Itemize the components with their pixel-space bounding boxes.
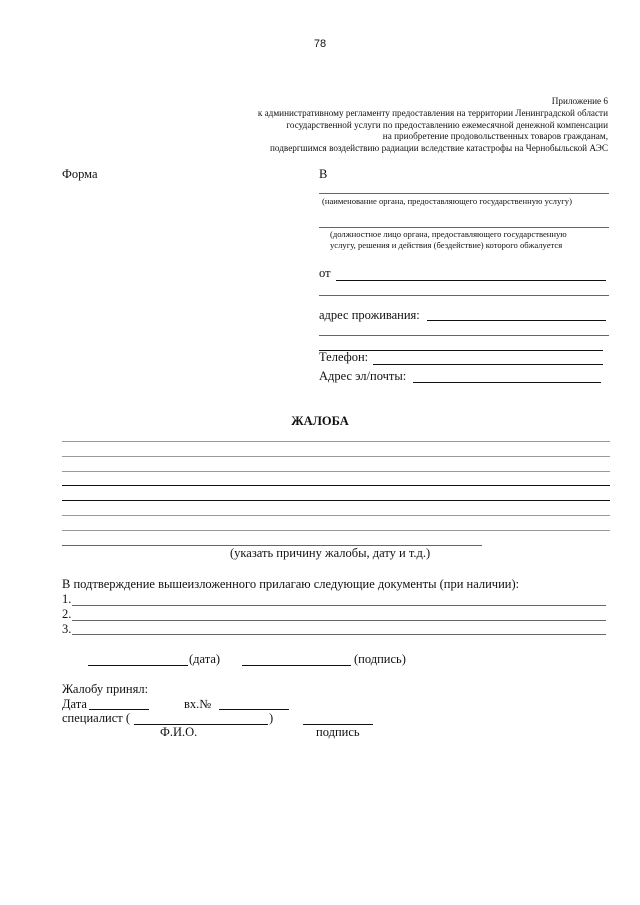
appendix-title: Приложение 6	[551, 96, 608, 106]
phone-input-line[interactable]	[373, 364, 603, 365]
organ-hint: (наименование органа, предоставляющего государственную услугу)	[322, 196, 572, 206]
page-number: 78	[313, 38, 327, 50]
specialist-label: специалист (	[62, 711, 131, 725]
attachments-intro: В подтверждение вышеизложенного прилагаю следующие документы (при наличии):	[62, 577, 520, 591]
accepted-date-line[interactable]	[89, 709, 149, 710]
complaint-line[interactable]	[62, 530, 610, 531]
email-input-line[interactable]	[413, 382, 601, 383]
date-label: (дата)	[189, 652, 221, 666]
address-label: адрес проживания:	[319, 308, 420, 322]
appendix-line-1: к административному регламенту предоставления на территории Ленинградской области	[257, 108, 608, 118]
from-input-line[interactable]	[336, 280, 606, 281]
specialist-close-paren: )	[269, 711, 274, 725]
address-extra-line-1[interactable]	[319, 335, 609, 336]
address-input-line[interactable]	[427, 320, 606, 321]
recipient-to-label: В	[319, 167, 328, 181]
signature-label: (подпись)	[354, 652, 406, 666]
complaint-line[interactable]	[62, 485, 610, 486]
accepted-title: Жалобу принял:	[62, 682, 149, 696]
attachment-number-1: 1.	[62, 592, 72, 606]
form-label: Форма	[62, 167, 98, 181]
date-line[interactable]	[88, 665, 188, 666]
official-hint-1: (должностное лицо органа, предоставляющего государственную	[330, 229, 567, 239]
complaint-line[interactable]	[62, 500, 610, 501]
complaint-line[interactable]	[62, 471, 610, 472]
from-extra-line[interactable]	[319, 295, 609, 296]
attachment-line-2[interactable]	[72, 620, 606, 621]
reason-hint: (указать причину жалобы, дату и т.д.)	[230, 546, 431, 560]
from-label: от	[319, 266, 331, 280]
appendix-line-4: подвергшимся воздействию радиации вследствие катастрофы на Чернобыльской АЭС	[270, 142, 608, 153]
specialist-name-line[interactable]	[134, 724, 268, 725]
attachment-line-1[interactable]	[72, 605, 606, 606]
complaint-line[interactable]	[62, 441, 610, 442]
recipient-organ-line[interactable]	[319, 193, 609, 194]
email-label: Адрес эл/почты:	[319, 369, 407, 383]
attachment-number-2: 2.	[62, 607, 72, 621]
attachment-number-3: 3.	[62, 622, 72, 636]
signature-line[interactable]	[242, 665, 351, 666]
appendix-line-3: на приобретение продовольственных товаров гражданам,	[382, 131, 608, 141]
attachment-line-3[interactable]	[72, 634, 606, 635]
recipient-official-line[interactable]	[319, 227, 609, 228]
accepted-date-label: Дата	[62, 697, 87, 711]
complaint-title: ЖАЛОБА	[291, 414, 349, 428]
incoming-number-line[interactable]	[219, 709, 289, 710]
incoming-number-label: вх.№	[184, 697, 212, 711]
complaint-line[interactable]	[62, 456, 610, 457]
phone-label: Телефон:	[319, 350, 369, 364]
appendix-line-2: государственной услуги по предоставлению ежемесячной денежной компенсации	[286, 119, 608, 130]
sign-caption: подпись	[316, 725, 360, 739]
fio-label: Ф.И.О.	[160, 725, 198, 739]
complaint-line[interactable]	[62, 515, 610, 516]
official-hint-2: услугу, решения и действия (бездействие) которого обжалуется	[330, 240, 563, 250]
